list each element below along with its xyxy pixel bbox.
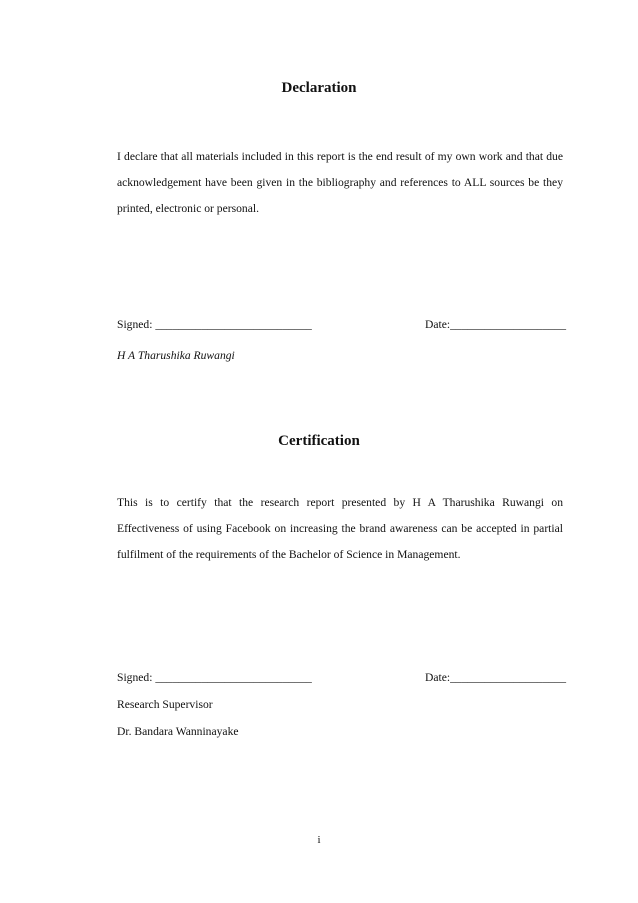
certification-supervisor: Dr. Bandara Wanninayake bbox=[117, 725, 239, 738]
certification-role: Research Supervisor bbox=[117, 698, 213, 711]
certification-paragraph: This is to certify that the research report presented by H A Tharushika Ruwangi on Effectiveness of using Facebook on increasing the brand awareness can be accepted in partial fulfilment of the requirements of the Bachelor of Science in Management. bbox=[117, 496, 563, 561]
certification-date-line: Date:____________________ bbox=[425, 671, 567, 684]
page-number: i bbox=[317, 834, 321, 846]
certification-signed-line: Signed: ___________________________ bbox=[117, 671, 312, 684]
declaration-date-line: Date:____________________ bbox=[425, 318, 567, 331]
declaration-heading: Declaration bbox=[281, 80, 357, 96]
declaration-signed-line: Signed: ___________________________ bbox=[117, 318, 312, 331]
declaration-signatory: H A Tharushika Ruwangi bbox=[117, 349, 235, 362]
declaration-paragraph: I declare that all materials included in this report is the end result of my own work and that due acknowledgement have been given in the bibliography and references to ALL sources be they printed, electronic or personal. bbox=[117, 150, 563, 215]
certification-heading: Certification bbox=[278, 433, 360, 449]
